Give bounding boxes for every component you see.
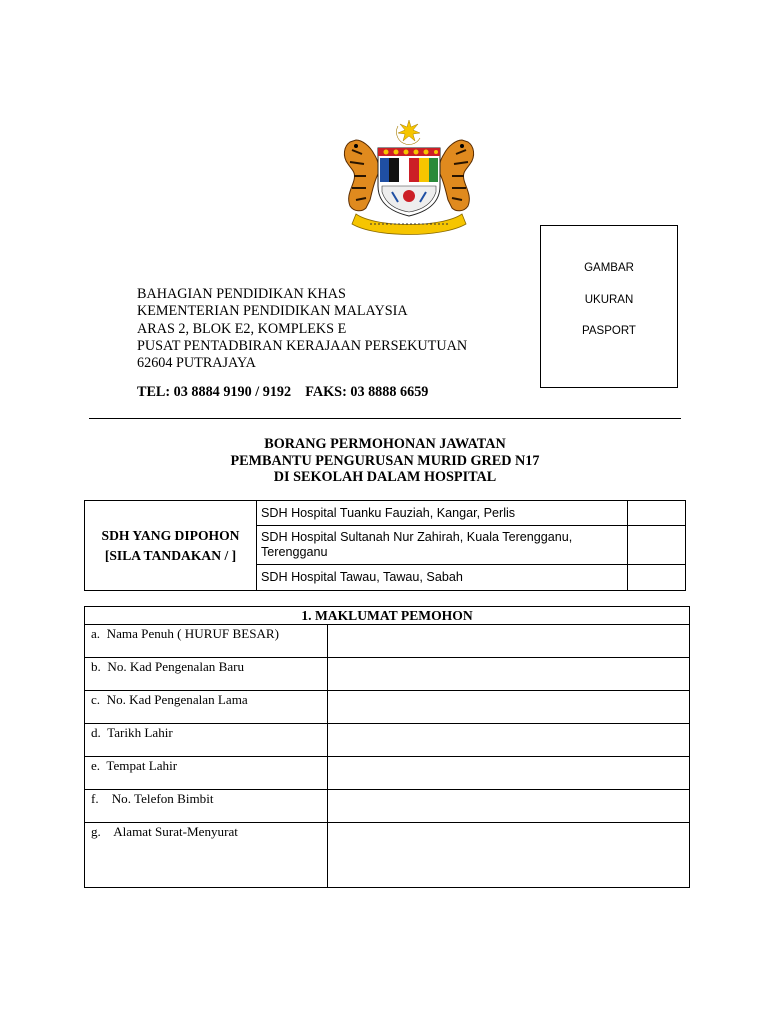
sdh-label: SDH YANG DIPOHON <box>101 527 240 543</box>
table-row <box>85 790 690 823</box>
field-label-old-ic: c. No. Kad Pengenalan Lama <box>85 691 328 724</box>
address-line-4: PUSAT PENTADBIRAN KERAJAAN PERSEKUTUAN <box>137 337 468 354</box>
address-line-5: 62604 PUTRAJAYA <box>137 355 256 372</box>
form-title-line-2: PEMBANTU PENGURUSAN MURID GRED N17 <box>230 452 540 469</box>
full-name-field[interactable] <box>328 625 690 658</box>
sdh-checkbox-3[interactable] <box>628 564 686 590</box>
address-line-3: ARAS 2, BLOK E2, KOMPLEKS E <box>137 320 347 337</box>
crest-shield <box>378 148 440 216</box>
table-row <box>85 691 690 724</box>
address-line-1: BAHAGIAN PENDIDIKAN KHAS <box>137 286 346 302</box>
field-label-birth-place: e. Tempat Lahir <box>85 757 328 790</box>
sdh-selection-table <box>84 500 686 591</box>
new-ic-field[interactable] <box>328 658 690 691</box>
contact-line: TEL: 03 8884 9190 / 9192 FAKS: 03 8888 6659 <box>137 384 429 400</box>
sdh-label-cell <box>85 501 257 591</box>
old-ic-field[interactable] <box>328 691 690 724</box>
field-label-mailing-address: g. Alamat Surat-Menyurat <box>85 823 328 888</box>
sdh-checkbox-1[interactable] <box>628 501 686 526</box>
form-title-line-3: DI SEKOLAH DALAM HOSPITAL <box>273 469 497 485</box>
mobile-phone-field[interactable] <box>328 790 690 823</box>
tiger-right-icon <box>439 140 473 211</box>
address-line-2: KEMENTERIAN PENDIDIKAN MALAYSIA <box>137 303 408 320</box>
field-label-mobile-phone: f. No. Telefon Bimbit <box>85 790 328 823</box>
table-row <box>85 823 690 888</box>
field-label-birth-date: d. Tarikh Lahir <box>85 724 328 757</box>
table-row <box>85 757 690 790</box>
section-header-row <box>85 607 690 625</box>
sdh-option-3: SDH Hospital Tawau, Tawau, Sabah <box>257 564 628 590</box>
birth-place-field[interactable] <box>328 757 690 790</box>
photo-box-line-3: PASPORT <box>582 325 636 337</box>
sdh-option-2: SDH Hospital Sultanah Nur Zahirah, Kuala Terengganu, Terengganu <box>257 526 628 564</box>
applicant-info-table <box>84 606 690 888</box>
field-label-full-name: a. Nama Penuh ( HURUF BESAR) <box>85 625 328 658</box>
passport-photo-box[interactable] <box>540 225 678 388</box>
sdh-row <box>85 501 686 526</box>
field-label-new-ic: b. No. Kad Pengenalan Baru <box>85 658 328 691</box>
table-row <box>85 724 690 757</box>
photo-box-line-1: GAMBAR <box>584 262 634 274</box>
mailing-address-field[interactable] <box>328 823 690 888</box>
sdh-instruction: [SILA TANDAKAN / ] <box>104 547 237 563</box>
birth-date-field[interactable] <box>328 724 690 757</box>
sdh-checkbox-2[interactable] <box>628 526 686 564</box>
header-divider <box>89 418 681 419</box>
form-title-line-1: BORANG PERMOHONAN JAWATAN <box>264 436 506 452</box>
table-row <box>85 625 690 658</box>
address-block <box>137 286 467 372</box>
crest-crescent-star <box>396 120 420 145</box>
jata-negara-crest <box>336 116 482 238</box>
crest-motto-scroll <box>352 214 466 235</box>
form-title <box>180 436 590 486</box>
table-row <box>85 658 690 691</box>
tiger-left-icon <box>344 140 378 211</box>
sdh-option-1: SDH Hospital Tuanku Fauziah, Kangar, Perlis <box>257 501 628 526</box>
section-1-title: 1. MAKLUMAT PEMOHON <box>85 607 690 625</box>
photo-box-line-2: UKURAN <box>584 294 634 306</box>
